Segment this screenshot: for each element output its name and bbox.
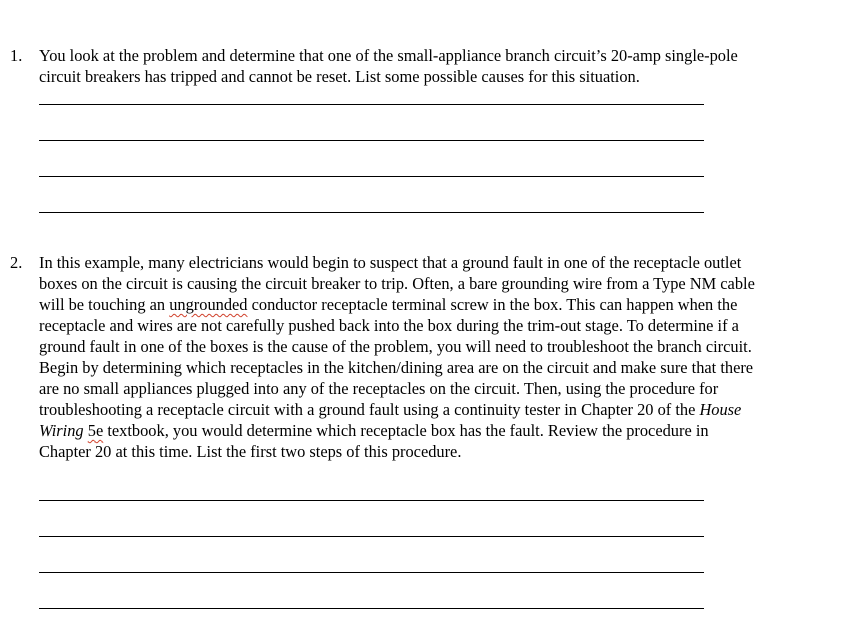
text-segment: In this example, many electricians would begin to suspect that a ground fault in one of the receptacle outlet boxes on the circuit is causing the circuit breaker to trip. Often, a bare grounding wire from a Type NM cable will be touching an xyxy=(39,253,755,314)
answer-line-2-4[interactable] xyxy=(39,608,704,609)
answer-line-2-3[interactable] xyxy=(39,572,704,573)
spellcheck-flagged-word: 5e xyxy=(87,421,104,440)
question-number: 2. xyxy=(10,253,23,272)
answer-line-1-1[interactable] xyxy=(39,104,704,105)
spellcheck-flagged-word: ungrounded xyxy=(169,295,248,314)
answer-line-2-1[interactable] xyxy=(39,500,704,501)
answer-line-1-4[interactable] xyxy=(39,212,704,213)
text-segment: conductor receptacle terminal screw in the box. This can happen when the receptacle and wires are not carefully pushed back into the box during the trim-out stage. To determine if a ground fault in one of the boxes is the cause of the problem, you will need to troubleshoot the branch circuit. Begin by determining which receptacles in the kitchen/dining area are on the circuit and make sure that there are no small appliances plugged into any of the receptacles on the circuit. Then, using the procedure for troubleshooting a receptacle circuit with a ground fault using a continuity tester in Chapter 20 of the xyxy=(39,295,754,419)
answer-line-1-3[interactable] xyxy=(39,176,704,177)
question-number: 1. xyxy=(10,46,23,65)
answer-line-2-2[interactable] xyxy=(39,536,704,537)
question-text xyxy=(39,45,764,87)
question-2-text xyxy=(39,252,764,462)
question-text xyxy=(39,252,764,462)
text-segment: textbook, you would determine which receptacle box has the fault. Review the procedure in Chapter 20 at this time. List the first two steps of this procedure. xyxy=(39,421,709,461)
book-title: House Wiring xyxy=(39,400,742,440)
question-1-text: You look at the problem and determine that one of the small-appliance branch circuit’s 20-amp single-pole circuit breakers has tripped and cannot be reset. List some possible causes for this situation. xyxy=(39,46,738,86)
answer-line-1-2[interactable] xyxy=(39,140,704,141)
